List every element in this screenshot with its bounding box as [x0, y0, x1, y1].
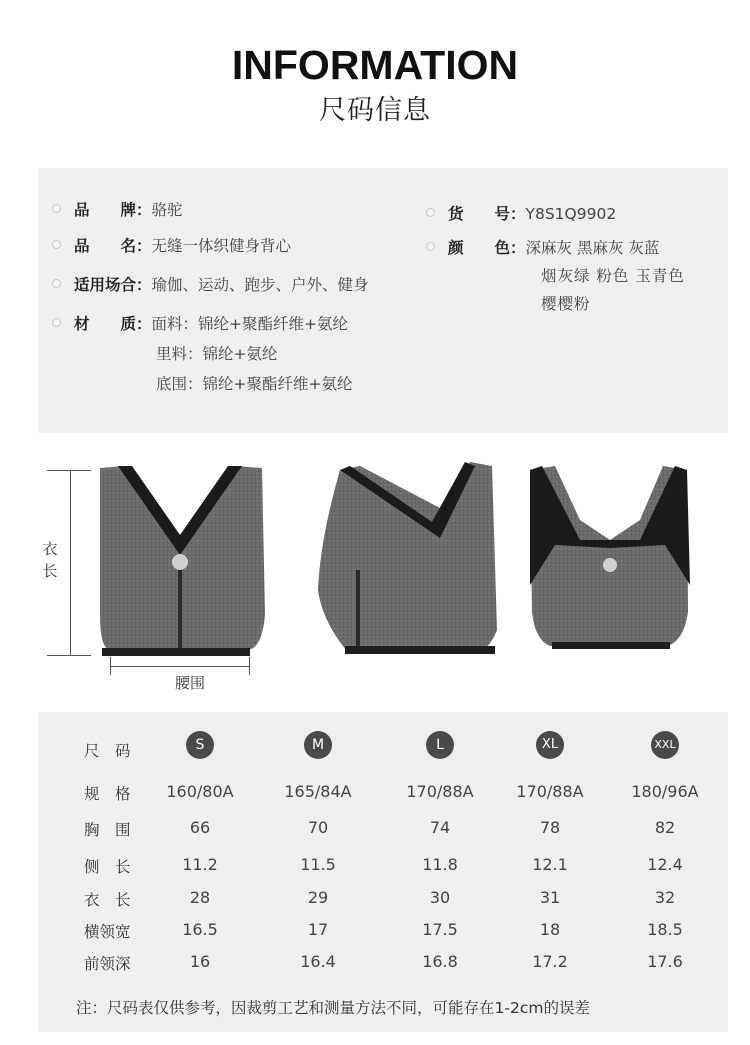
size-badge-xl: XL	[536, 731, 564, 759]
size-table-row-label: 胸 围	[84, 821, 131, 839]
size-table-cell: 32	[654, 888, 676, 907]
info-name: 品 名：无缝一体织健身背心	[74, 234, 291, 256]
size-table-cell: 66	[189, 818, 211, 837]
size-badge-m: M	[304, 731, 332, 759]
size-badge-l: L	[426, 731, 454, 759]
size-table-cell: 160/80A	[166, 782, 234, 801]
bullet-icon	[52, 240, 61, 249]
size-table-cell: 74	[429, 818, 451, 837]
size-table-cell: 70	[307, 818, 329, 837]
bullet-icon	[426, 208, 435, 217]
size-table-cell: 31	[539, 888, 561, 907]
front-view-image	[100, 466, 265, 656]
size-table-cell: 11.2	[182, 855, 218, 874]
info-occasion: 适用场合：瑜伽、运动、跑步、户外、健身	[74, 273, 369, 295]
size-table-cell: 18.5	[647, 920, 683, 939]
size-note: 注：尺码表仅供参考，因裁剪工艺和测量方法不同，可能存在1-2cm的误差	[76, 999, 590, 1017]
bullet-icon	[52, 318, 61, 327]
size-table-cell: 17.6	[647, 952, 683, 971]
size-table-cell: 17.2	[532, 952, 568, 971]
size-table-cell: 78	[539, 818, 561, 837]
size-table-cell: 11.5	[300, 855, 336, 874]
size-table-cell: 18	[539, 920, 561, 939]
size-table-cell: 17	[307, 920, 329, 939]
bullet-icon	[426, 242, 435, 251]
info-material: 材 质：面料：锦纶+聚酯纤维+氨纶	[74, 312, 348, 334]
info-lining: 里料：锦纶+氨纶	[156, 345, 278, 363]
size-row-label: 尺 码	[84, 742, 131, 760]
size-table-cell: 30	[429, 888, 451, 907]
size-table-cell: 170/88A	[516, 782, 584, 801]
info-bottom: 底围：锦纶+聚酯纤维+氨纶	[156, 375, 353, 393]
size-table-cell: 16.8	[422, 952, 458, 971]
info-color-line3: 樱樱粉	[541, 295, 591, 313]
size-table-cell: 165/84A	[284, 782, 352, 801]
page-title: INFORMATION	[231, 42, 519, 88]
size-table-cell: 12.4	[647, 855, 683, 874]
side-view-image	[318, 462, 497, 654]
size-table-cell: 180/96A	[631, 782, 699, 801]
size-table-cell: 82	[654, 818, 676, 837]
size-badge-xxl: XXL	[651, 731, 679, 759]
size-table-cell: 28	[189, 888, 211, 907]
length-label: 衣长	[42, 540, 58, 580]
size-table-cell: 12.1	[532, 855, 568, 874]
size-table-cell: 16	[189, 952, 211, 971]
size-table-row-label: 侧 长	[84, 858, 131, 876]
page-subtitle: 尺码信息	[319, 95, 431, 126]
size-table-cell: 16.4	[300, 952, 336, 971]
size-table-cell: 29	[307, 888, 329, 907]
bullet-icon	[52, 204, 61, 213]
info-color: 颜 色：深麻灰 黑麻灰 灰蓝	[448, 236, 659, 258]
product-photos	[0, 450, 750, 700]
size-table-row-label: 前领深	[84, 955, 131, 973]
size-badge-s: S	[186, 731, 214, 759]
size-table-cell: 170/88A	[406, 782, 474, 801]
size-table-cell: 16.5	[182, 920, 218, 939]
info-color-line2: 烟灰绿 粉色 玉青色	[541, 267, 685, 285]
size-table-cell: 17.5	[422, 920, 458, 939]
size-table-cell: 11.8	[422, 855, 458, 874]
info-brand: 品 牌：骆驼	[74, 198, 183, 220]
bullet-icon	[52, 279, 61, 288]
back-view-image	[530, 466, 690, 649]
size-table-row-label: 规 格	[84, 785, 131, 803]
info-sku: 货 号：Y8S1Q9902	[448, 202, 616, 224]
size-table-row-label: 横领宽	[84, 923, 131, 941]
waist-label: 腰围	[174, 674, 205, 692]
size-table-row-label: 衣 长	[84, 891, 131, 909]
